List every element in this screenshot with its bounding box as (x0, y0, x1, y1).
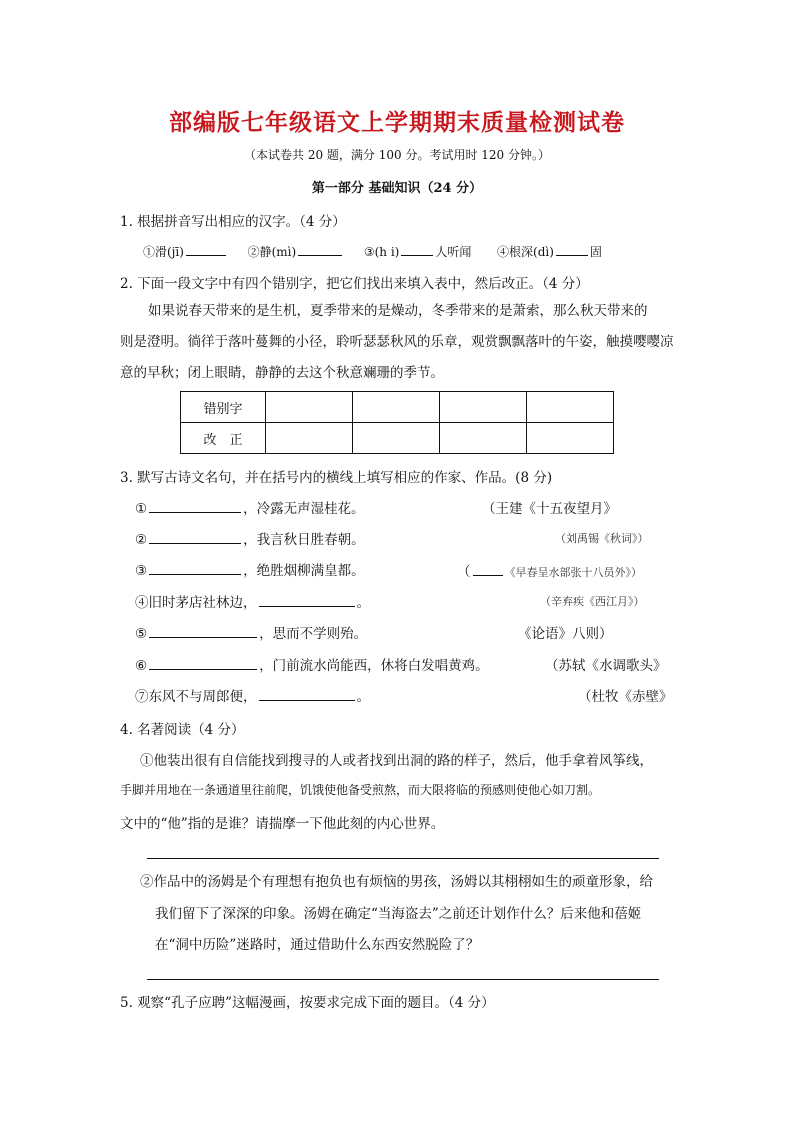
table-cell[interactable] (353, 392, 440, 423)
q3-line-prefix: ② (135, 532, 148, 548)
q3-line-3 (135, 559, 365, 579)
q2-paragraph-line-2: 则是澄明。徜徉于落叶蔓舞的小径，聆听瑟瑟秋风的乐章，观赏飘飘落叶的午姿，触摸嘤嘤凉 (120, 334, 674, 350)
q3-line-1 (135, 497, 365, 517)
q3-line-5 (135, 622, 367, 642)
q1-item-4-tail: 固 (589, 245, 602, 259)
table-cell[interactable] (266, 392, 353, 423)
q3-line-prefix: ④旧时茅店社林边， (135, 595, 257, 611)
q1-item-3: ③(h i) (363, 245, 400, 259)
table-cell[interactable] (527, 392, 614, 423)
q3-line-1-source: （王建《十五夜望月》 (482, 501, 617, 517)
q3-line-text: ，门前流水尚能西，休将白发唱黄鸡。 (259, 658, 489, 674)
q3-line-prefix: ⑥ (135, 658, 148, 674)
answer-blank[interactable] (259, 686, 355, 701)
q3-line-6 (135, 654, 489, 674)
page-title: 部编版七年级语文上学期期末质量检测试卷 (169, 109, 625, 136)
q3-source-text: 《早春呈水部张十八员外》） (504, 566, 642, 579)
q4-passage-line-1: ①他装出很有自信能找到搜寻的人或者找到出洞的路的样子，然后，他手拿着风筝线， (140, 753, 653, 769)
section-heading: 第一部分 基础知识（24 分） (311, 181, 483, 196)
q3-line-text: ，冷露无声湿桂花。 (243, 501, 365, 517)
q2-paragraph-line-3: 意的早秋；闭上眼睛，静静的去这个秋意斓珊的季节。 (120, 365, 444, 381)
q3-line-text: 。 (356, 689, 370, 705)
answer-blank[interactable] (473, 561, 503, 576)
answer-blank[interactable] (556, 241, 588, 256)
q3-line-text: ，我言秋日胜春朝。 (243, 532, 365, 548)
answer-blank[interactable] (149, 498, 241, 513)
q3-line-5-source: 《论语》八则） (518, 626, 613, 642)
table-cell[interactable] (266, 423, 353, 454)
q2-paragraph-line-1: 如果说春天带来的是生机，夏季带来的是燥动，冬季带来的是萧索，那么秋天带来的 (148, 303, 648, 319)
q4-question-1: 文中的“他”指的是谁？请揣摩一下他此刻的内心世界。 (120, 816, 445, 832)
q4-passage2-line-2: 我们留下了深深的印象。汤姆在确定“当海盗去”之前还计划作什么？后来他和蓓姬 (155, 906, 642, 922)
q3-line-4-source: （辛弃疾《西江月》） (540, 595, 645, 608)
question-1-stem: 1. 根据拼音写出相应的汉字。（4 分） (120, 214, 346, 230)
q3-line-text: ，思而不学则殆。 (259, 626, 368, 642)
q3-line-7-source: （杜牧《赤壁》 (578, 689, 673, 705)
q3-line-4 (135, 591, 370, 611)
table-cell[interactable] (527, 423, 614, 454)
answer-line[interactable] (147, 858, 659, 859)
answer-blank[interactable] (186, 241, 226, 256)
question-3-stem: 3. 默写古诗文名句，并在括号内的横线上填写相应的作家、作品。(8 分) (120, 470, 553, 486)
q3-line-prefix: ⑤ (135, 626, 148, 642)
q4-passage-line-2: 手脚并用地在一条通道里往前爬，饥饿使他备受煎熬，而大限将临的预感则使他心如刀割。 (120, 783, 601, 797)
q1-item-3-tail: 人听闻 (435, 245, 472, 259)
q1-item-4: ④根深(dì) (497, 245, 554, 259)
table-cell[interactable] (440, 392, 527, 423)
q3-line-text: 。 (356, 595, 370, 611)
answer-blank[interactable] (149, 560, 241, 575)
answer-line[interactable] (147, 979, 659, 980)
q3-line-prefix: ③ (135, 563, 148, 579)
q3-line-7 (135, 685, 370, 705)
question-5-stem: 5. 观察“孔子应聘”这幅漫画，按要求完成下面的题目。（4 分） (120, 995, 495, 1011)
q3-source-paren: （ (457, 564, 471, 580)
q3-line-3-source (457, 560, 642, 580)
q3-line-2 (135, 528, 365, 548)
answer-blank[interactable] (401, 241, 433, 256)
answer-blank[interactable] (149, 529, 241, 544)
q3-line-prefix: ① (135, 501, 148, 517)
q3-line-2-source: （刘禹锡《秋词》） (555, 532, 649, 545)
question-4-stem: 4. 名著阅读（4 分） (120, 722, 245, 738)
table-header-wrong-char: 错别字 (181, 392, 266, 423)
q4-passage2-line-3: 在“洞中历险”迷路时，通过借助什么东西安然脱险了？ (155, 937, 480, 953)
answer-blank[interactable] (149, 623, 257, 638)
error-correction-table (180, 391, 614, 454)
answer-blank[interactable] (259, 592, 355, 607)
question-1-items (143, 241, 602, 260)
q1-item-2: ②静(mì) (247, 245, 297, 259)
table-cell[interactable] (440, 423, 527, 454)
answer-blank[interactable] (298, 241, 342, 256)
table-header-correction: 改 正 (181, 423, 266, 454)
q1-item-1: ①滑(jī) (143, 245, 184, 259)
q3-line-text: ，绝胜烟柳满皇都。 (243, 563, 365, 579)
q3-line-prefix: ⑦东风不与周郎便， (135, 689, 257, 705)
exam-subtitle: （本试卷共 20 题，满分 100 分。考试用时 120 分钟。） (244, 148, 550, 162)
q4-passage2-line-1: ②作品中的汤姆是个有理想有抱负也有烦恼的男孩，汤姆以其栩栩如生的顽童形象，给 (140, 874, 653, 890)
table-cell[interactable] (353, 423, 440, 454)
question-2-stem: 2. 下面一段文字中有四个错别字，把它们找出来填入表中，然后改正。（4 分） (120, 276, 589, 292)
q3-line-6-source: （苏轼《水调歌头》 (545, 658, 667, 674)
answer-blank[interactable] (149, 655, 257, 670)
